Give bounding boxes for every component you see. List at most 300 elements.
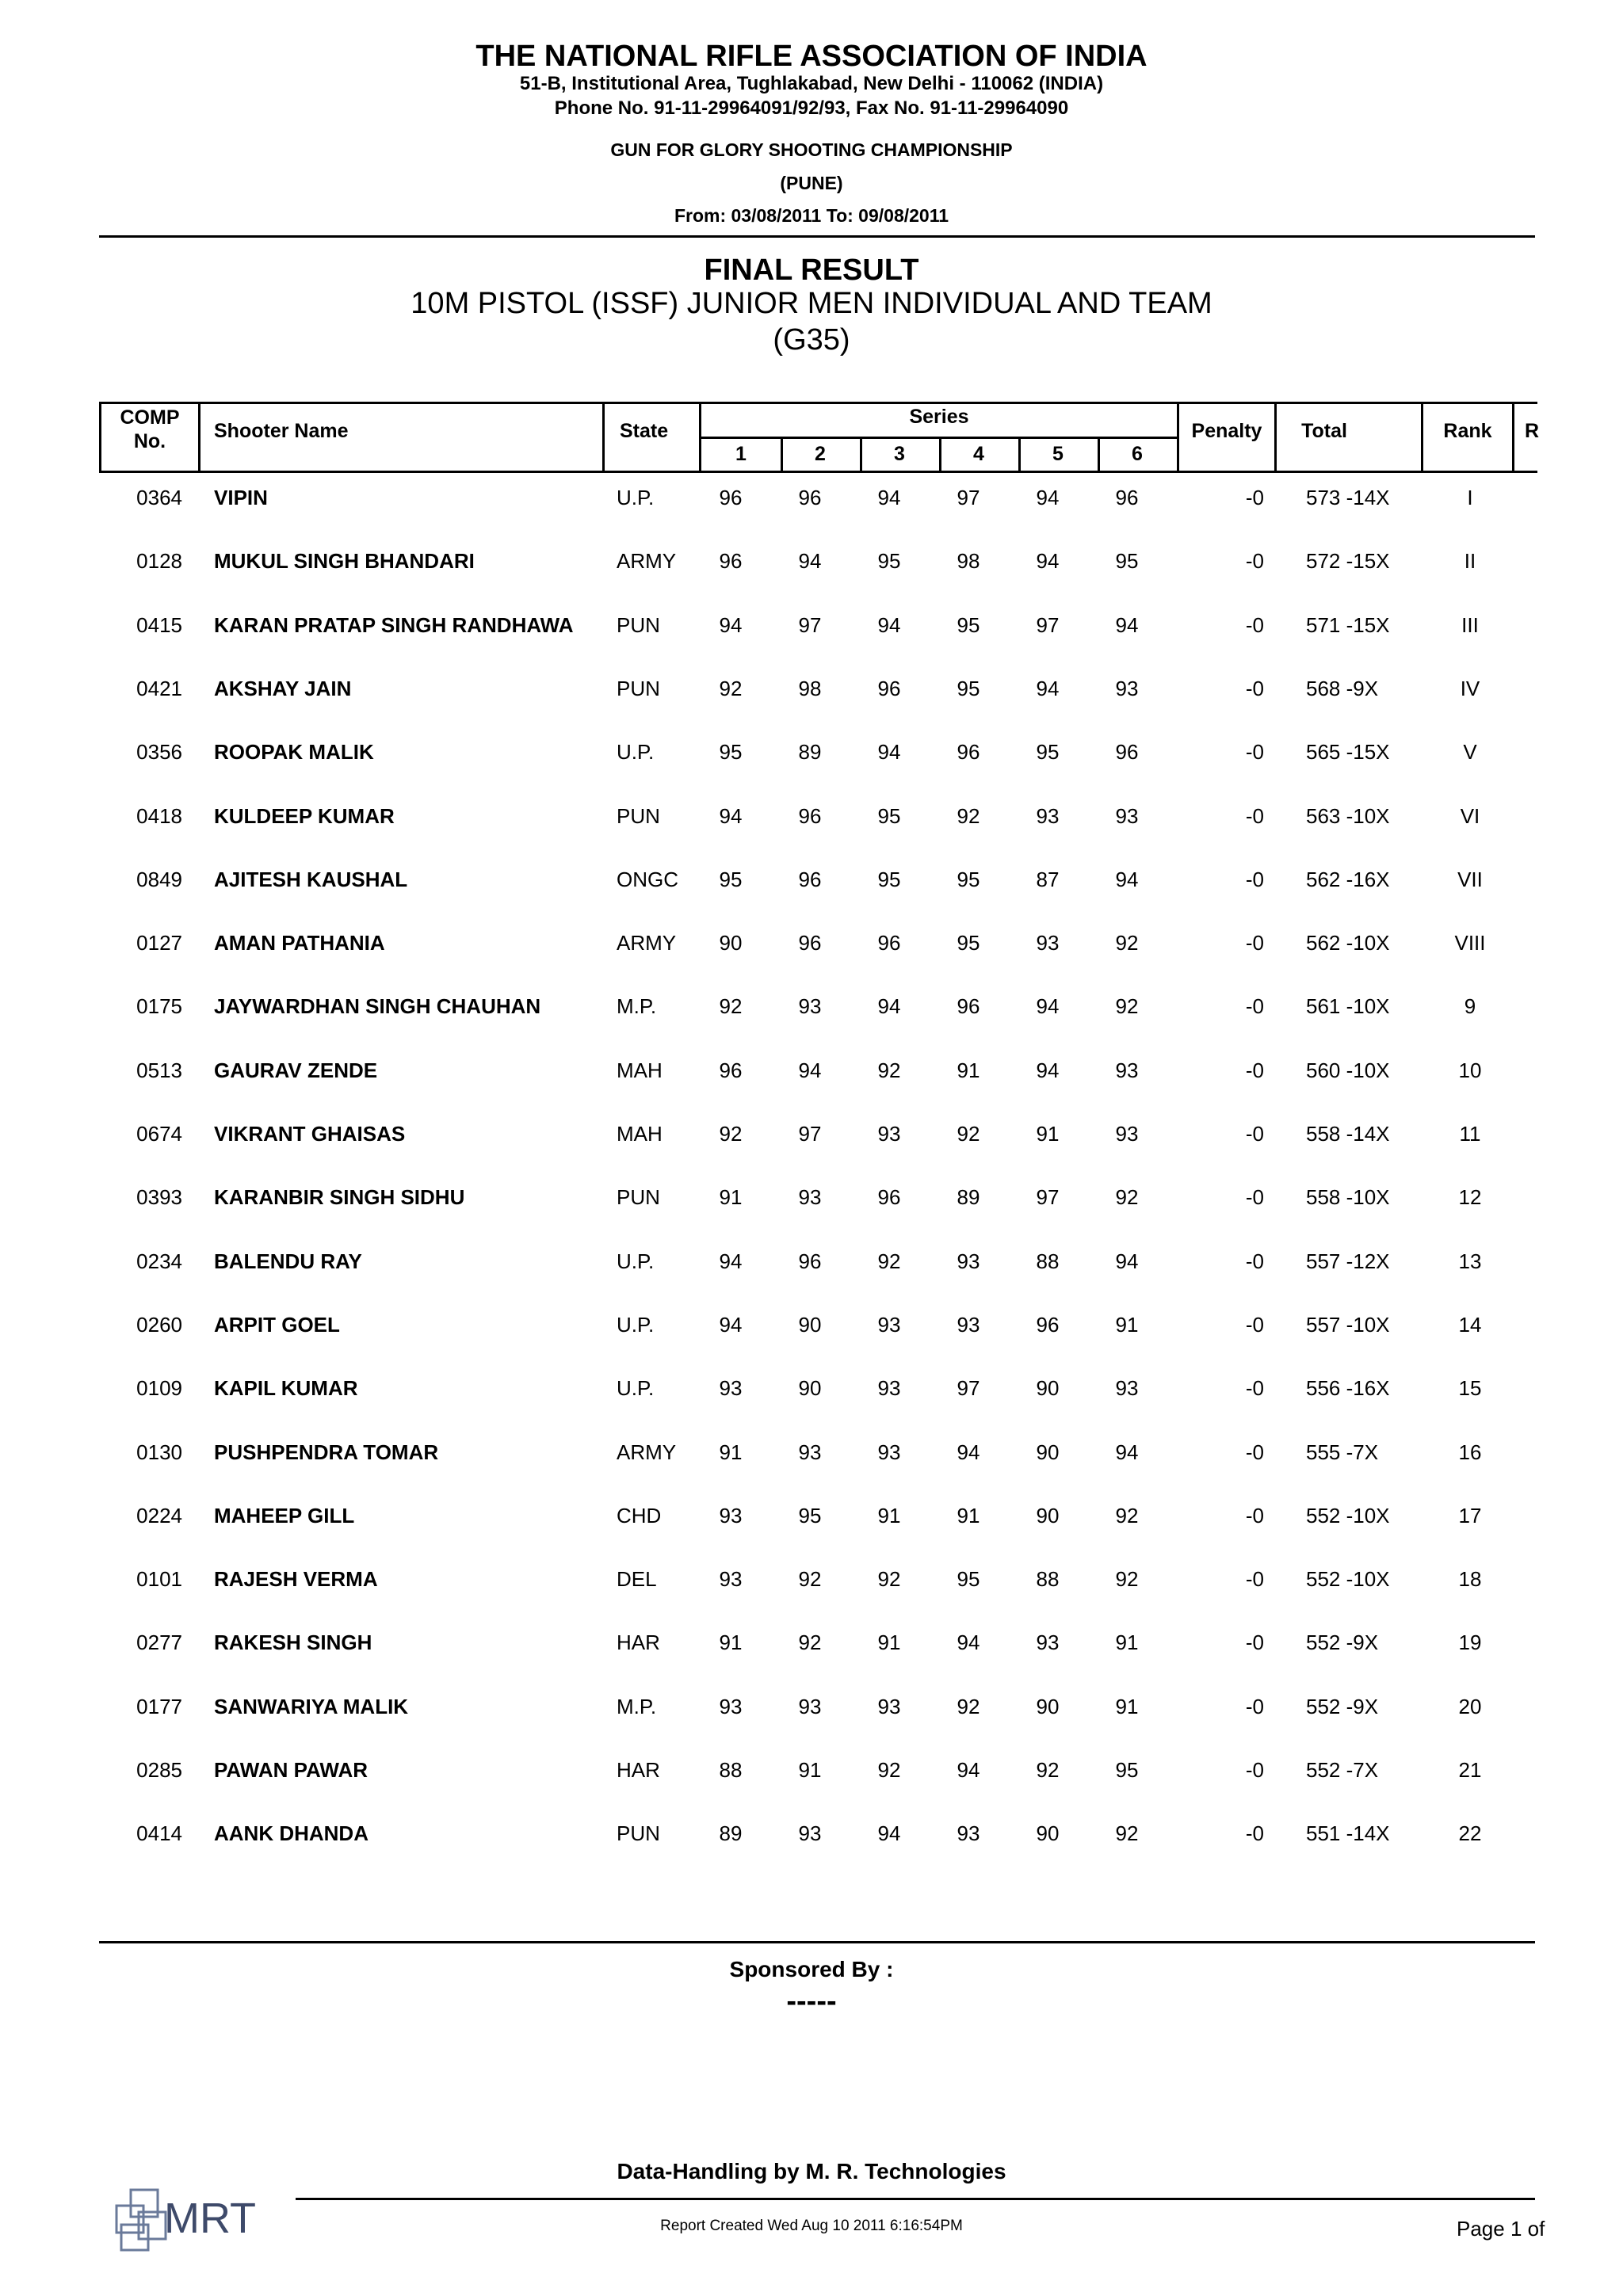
series-3-cell: 91 [877,1630,901,1655]
series-1-cell: 92 [719,1122,743,1146]
series-6-cell: 93 [1115,803,1139,828]
series-6-cell: 95 [1115,1758,1139,1782]
state-cell: MAH [617,1058,663,1082]
table-row [0,800,1623,864]
series-6-cell: 93 [1115,676,1139,700]
total-cell: 558 -10X [1306,1185,1390,1210]
table-row [0,927,1623,990]
shooter-name-cell: RAKESH SINGH [214,1630,372,1655]
series-2-cell: 93 [798,1440,822,1464]
series-4-cell: 96 [957,994,980,1019]
rank-cell: IV [1460,676,1480,700]
series-3-cell: 92 [877,1758,901,1782]
series-2-cell: 98 [798,676,822,700]
rank-cell: 18 [1458,1567,1482,1592]
total-cell: 552 -9X [1306,1694,1379,1718]
series-6-cell: 92 [1115,1503,1139,1527]
series-2-cell: 94 [798,549,822,574]
series-4-cell: 94 [957,1440,980,1464]
shooter-name-cell: RAJESH VERMA [214,1567,378,1592]
series-5-cell: 88 [1036,1249,1060,1273]
org-name: THE NATIONAL RIFLE ASSOCIATION OF INDIA [475,40,1148,73]
total-cell: 557 -12X [1306,1249,1390,1273]
series-1-cell: 96 [719,1058,743,1082]
penalty-cell: -0 [1245,803,1264,828]
rank-cell: 10 [1458,1058,1482,1082]
series-5-cell: 97 [1036,1185,1060,1210]
col-divider [602,404,605,471]
series-2-cell: 94 [798,1058,822,1082]
state-cell: PUN [617,676,660,700]
shooter-name-cell: VIPIN [214,486,268,509]
state-cell: U.P. [617,1376,655,1401]
header-comp-no [101,406,198,453]
series-3-cell: 94 [877,1821,901,1846]
comp-no-cell: 0234 [136,1249,182,1273]
series-5-cell: 97 [1036,612,1060,637]
col-divider [198,404,200,471]
series-1-cell: 91 [719,1630,743,1655]
footer-divider [99,1941,1535,1943]
series-3-cell: 93 [877,1440,901,1464]
series-1-cell: 95 [719,867,743,891]
penalty-cell: -0 [1245,1122,1264,1146]
total-cell: 563 -10X [1306,803,1390,828]
state-cell: HAR [617,1758,660,1782]
series-3-cell: 92 [877,1249,901,1273]
total-cell: 552 -9X [1306,1630,1379,1655]
series-6-cell: 94 [1115,612,1139,637]
series-2-cell: 93 [798,1694,822,1718]
series-3-cell: 91 [877,1503,901,1527]
comp-no-cell: 0127 [136,931,182,955]
series-6-cell: 94 [1115,867,1139,891]
series-3-cell: 92 [877,1058,901,1082]
state-cell: U.P. [617,1312,655,1337]
series-4-cell: 95 [957,612,980,637]
header-state: State [620,420,669,442]
series-1-cell: 95 [719,740,743,765]
total-cell: 562 -16X [1306,867,1390,891]
table-row [0,1627,1623,1690]
series-6-cell: 94 [1115,1440,1139,1464]
total-cell: 552 -7X [1306,1758,1379,1782]
header-series-1: 1 [735,443,747,465]
rank-cell: 9 [1464,994,1476,1019]
series-1-cell: 96 [719,486,743,509]
table-row [0,609,1623,673]
org-phone: Phone No. 91-11-29964091/92/93, Fax No. 91-11-29964090 [554,97,1069,119]
shooter-name-cell: BALENDU RAY [214,1249,362,1273]
state-cell: ARMY [617,549,677,574]
state-cell: M.P. [617,994,657,1019]
series-2-cell: 89 [798,740,822,765]
state-cell: ARMY [617,931,677,955]
series-4-cell: 92 [957,1122,980,1146]
table-row [0,736,1623,799]
table-row [0,1372,1623,1436]
table-row [0,1563,1623,1627]
sponsor-value: ----- [786,1985,837,2018]
state-cell: U.P. [617,740,655,765]
series-5-cell: 96 [1036,1312,1060,1337]
series-5-cell: 93 [1036,803,1060,828]
state-cell: M.P. [617,1694,657,1718]
series-1-cell: 91 [719,1185,743,1210]
series-2-cell: 96 [798,803,822,828]
penalty-cell: -0 [1245,1503,1264,1527]
table-row [0,545,1623,608]
series-3-cell: 94 [877,740,901,765]
series-6-cell: 93 [1115,1376,1139,1401]
header-series-2: 2 [815,443,826,465]
event-name: GUN FOR GLORY SHOOTING CHAMPIONSHIP [610,139,1013,160]
table-header [99,402,1540,473]
series-4-cell: 93 [957,1821,980,1846]
comp-no-cell: 0513 [136,1058,182,1082]
series-5-cell: 95 [1036,740,1060,765]
sponsored-by-label: Sponsored By : [729,1957,894,1981]
series-2-cell: 96 [798,867,822,891]
series-1-cell: 93 [719,1503,743,1527]
penalty-cell: -0 [1245,931,1264,955]
shooter-name-cell: JAYWARDHAN SINGH CHAUHAN [214,994,541,1019]
penalty-cell: -0 [1245,1376,1264,1401]
shooter-name-cell: KAPIL KUMAR [214,1376,358,1401]
series-5-cell: 90 [1036,1440,1060,1464]
shooter-name-cell: KULDEEP KUMAR [214,803,395,828]
table-row [0,864,1623,927]
comp-no-cell: 0128 [136,549,182,574]
table-row [0,482,1623,545]
series-1-cell: 93 [719,1567,743,1592]
series-3-cell: 93 [877,1122,901,1146]
comp-no-cell: 0364 [136,486,182,509]
penalty-cell: -0 [1245,1758,1264,1782]
series-6-cell: 91 [1115,1312,1139,1337]
table-row [0,1691,1623,1754]
series-1-cell: 88 [719,1758,743,1782]
series-5-cell: 90 [1036,1694,1060,1718]
series-5-cell: 92 [1036,1758,1060,1782]
rank-cell: 12 [1458,1185,1482,1210]
penalty-cell: -0 [1245,1694,1264,1718]
shooter-name-cell: MAHEEP GILL [214,1503,355,1527]
series-1-cell: 90 [719,931,743,955]
series-5-cell: 93 [1036,1630,1060,1655]
header-comp-line2: No. [133,430,166,452]
series-4-cell: 89 [957,1185,980,1210]
series-6-cell: 93 [1115,1058,1139,1082]
comp-no-cell: 0414 [136,1821,182,1846]
org-address: 51-B, Institutional Area, Tughlakabad, New Delhi - 110062 (INDIA) [519,73,1104,94]
table-row [0,673,1623,736]
total-cell: 557 -10X [1306,1312,1390,1337]
header-total: Total [1301,420,1347,442]
table-row [0,1817,1623,1881]
series-4-cell: 94 [957,1630,980,1655]
series-4-cell: 94 [957,1758,980,1782]
rank-cell: VIII [1454,931,1486,955]
series-1-cell: 96 [719,549,743,574]
state-cell: DEL [617,1567,657,1592]
rank-cell: II [1464,549,1476,574]
comp-no-cell: 0175 [136,994,182,1019]
series-4-cell: 97 [957,1376,980,1401]
comp-no-cell: 0393 [136,1185,182,1210]
total-cell: 555 -7X [1306,1440,1379,1464]
total-cell: 565 -15X [1306,740,1390,765]
table-row [0,1754,1623,1817]
table-row [0,1436,1623,1500]
series-6-cell: 92 [1115,1821,1139,1846]
series-3-cell: 94 [877,486,901,509]
series-4-cell: 95 [957,867,980,891]
series-5-cell: 90 [1036,1821,1060,1846]
series-1-cell: 89 [719,1821,743,1846]
penalty-cell: -0 [1245,676,1264,700]
series-4-cell: 93 [957,1312,980,1337]
rank-cell: VI [1460,803,1480,828]
series-3-cell: 94 [877,612,901,637]
rank-cell: III [1461,612,1479,637]
series-5-cell: 93 [1036,931,1060,955]
state-cell: PUN [617,803,660,828]
shooter-name-cell: ARPIT GOEL [214,1312,340,1337]
series-2-cell: 96 [798,931,822,955]
penalty-cell: -0 [1245,1312,1264,1337]
total-cell: 573 -14X [1306,486,1390,509]
penalty-cell: -0 [1245,740,1264,765]
state-cell: U.P. [617,486,655,509]
series-3-cell: 95 [877,549,901,574]
series-6-cell: 92 [1115,1185,1139,1210]
state-cell: ARMY [617,1440,677,1464]
series-4-cell: 95 [957,1567,980,1592]
state-cell: HAR [617,1630,660,1655]
table-row [0,990,1623,1054]
comp-no-cell: 0674 [136,1122,182,1146]
comp-no-cell: 0285 [136,1758,182,1782]
series-4-cell: 93 [957,1249,980,1273]
comp-no-cell: 0130 [136,1440,182,1464]
rank-cell: 21 [1458,1758,1482,1782]
series-2-cell: 90 [798,1312,822,1337]
table-row [0,1309,1623,1372]
state-cell: PUN [617,612,660,637]
series-4-cell: 95 [957,676,980,700]
series-3-cell: 93 [877,1376,901,1401]
header-penalty: Penalty [1191,420,1262,442]
rank-cell: 11 [1459,1122,1481,1146]
state-cell: PUN [617,1821,660,1846]
series-6-cell: 93 [1115,1122,1139,1146]
series-3-cell: 96 [877,931,901,955]
penalty-cell: -0 [1245,549,1264,574]
series-2-cell: 93 [798,1821,822,1846]
total-cell: 571 -15X [1306,612,1390,637]
series-4-cell: 98 [957,549,980,574]
header-series-5: 5 [1052,443,1064,465]
col-divider [1512,404,1514,471]
footer-rule [296,2198,1535,2200]
rank-cell: 14 [1458,1312,1482,1337]
event-dates: From: 03/08/2011 To: 09/08/2011 [674,205,949,226]
header-series: Series [909,406,969,428]
total-cell: 556 -16X [1306,1376,1390,1401]
shooter-name-cell: KARAN PRATAP SINGH RANDHAWA [214,612,574,637]
state-cell: ONGC [617,867,678,891]
series-1-cell: 94 [719,803,743,828]
shooter-name-cell: PUSHPENDRA TOMAR [214,1440,439,1464]
series-5-cell: 88 [1036,1567,1060,1592]
shooter-name-cell: ROOPAK MALIK [214,740,374,765]
shooter-name-cell: PAWAN PAWAR [214,1758,369,1782]
series-6-cell: 92 [1115,994,1139,1019]
rank-cell: 16 [1458,1440,1482,1464]
series-1-cell: 94 [719,612,743,637]
series-5-cell: 90 [1036,1503,1060,1527]
result-title: FINAL RESULT [704,254,919,287]
header-divider [99,235,1535,238]
series-1-cell: 94 [719,1312,743,1337]
series-3-cell: 96 [877,676,901,700]
rank-cell: VII [1457,867,1483,891]
total-cell: 551 -14X [1306,1821,1390,1846]
series-5-cell: 94 [1036,994,1060,1019]
penalty-cell: -0 [1245,994,1264,1019]
series-2-cell: 96 [798,486,822,509]
penalty-cell: -0 [1245,1821,1264,1846]
header-series-3: 3 [894,443,905,465]
series-2-cell: 92 [798,1630,822,1655]
series-4-cell: 92 [957,803,980,828]
series-3-cell: 94 [877,994,901,1019]
penalty-cell: -0 [1245,486,1264,509]
state-cell: CHD [617,1503,662,1527]
series-3-cell: 93 [877,1312,901,1337]
series-3-cell: 92 [877,1567,901,1592]
total-cell: 552 -10X [1306,1567,1390,1592]
report-created: Report Created Wed Aug 10 2011 6:16:54PM [660,2218,963,2234]
comp-no-cell: 0356 [136,740,182,765]
shooter-name-cell: MUKUL SINGH BHANDARI [214,549,475,574]
state-cell: PUN [617,1185,660,1210]
total-cell: 562 -10X [1306,931,1390,955]
series-4-cell: 92 [957,1694,980,1718]
series-6-cell: 92 [1115,1567,1139,1592]
series-2-cell: 93 [798,1185,822,1210]
penalty-cell: -0 [1245,612,1264,637]
series-4-cell: 97 [957,486,980,509]
data-handling-credit: Data-Handling by M. R. Technologies [617,2159,1006,2183]
series-2-cell: 92 [798,1567,822,1592]
rank-cell: V [1463,740,1477,765]
state-cell: MAH [617,1122,663,1146]
series-5-cell: 94 [1036,549,1060,574]
series-2-cell: 93 [798,994,822,1019]
series-1-cell: 92 [719,994,743,1019]
logo-text: MRT [164,2195,256,2242]
state-cell: U.P. [617,1249,655,1273]
header-shooter-name: Shooter Name [214,420,349,442]
table-row [0,1055,1623,1118]
series-6-cell: 96 [1115,486,1139,509]
total-cell: 558 -14X [1306,1122,1390,1146]
shooter-name-cell: AANK DHANDA [214,1821,369,1846]
comp-no-cell: 0418 [136,803,182,828]
series-5-cell: 87 [1036,867,1060,891]
series-5-cell: 94 [1036,676,1060,700]
series-4-cell: 91 [957,1058,980,1082]
penalty-cell: -0 [1245,867,1264,891]
shooter-name-cell: KARANBIR SINGH SIDHU [214,1185,465,1210]
series-6-cell: 95 [1115,549,1139,574]
rank-cell: 22 [1458,1821,1482,1846]
header-comp-line1: COMP [120,406,180,429]
total-cell: 568 -9X [1306,676,1379,700]
comp-no-cell: 0260 [136,1312,182,1337]
header-series-6: 6 [1132,443,1143,465]
series-6-cell: 94 [1115,1249,1139,1273]
series-5-cell: 94 [1036,1058,1060,1082]
series-2-cell: 97 [798,612,822,637]
result-code: (G35) [773,323,850,357]
table-row [0,1118,1623,1181]
rank-cell: 13 [1458,1249,1482,1273]
comp-no-cell: 0224 [136,1503,182,1527]
rank-cell: 20 [1458,1694,1482,1718]
comp-no-cell: 0177 [136,1694,182,1718]
comp-no-cell: 0421 [136,676,182,700]
header-series-4: 4 [973,443,984,465]
series-subheader [701,437,1177,471]
series-6-cell: 96 [1115,740,1139,765]
series-1-cell: 92 [719,676,743,700]
shooter-name-cell: SANWARIYA MALIK [214,1694,409,1718]
series-1-cell: 93 [719,1694,743,1718]
series-3-cell: 95 [877,867,901,891]
series-4-cell: 95 [957,931,980,955]
series-3-cell: 93 [877,1694,901,1718]
header-rank: Rank [1443,420,1492,442]
total-cell: 552 -10X [1306,1503,1390,1527]
series-2-cell: 95 [798,1503,822,1527]
penalty-cell: -0 [1245,1249,1264,1273]
series-3-cell: 95 [877,803,901,828]
series-5-cell: 90 [1036,1376,1060,1401]
series-2-cell: 91 [798,1758,822,1782]
rank-cell: 19 [1458,1630,1482,1655]
comp-no-cell: 0415 [136,612,182,637]
total-cell: 572 -15X [1306,549,1390,574]
series-3-cell: 96 [877,1185,901,1210]
total-cell: 560 -10X [1306,1058,1390,1082]
penalty-cell: -0 [1245,1440,1264,1464]
page-number: Page 1 of [1457,2217,1545,2241]
comp-no-cell: 0109 [136,1376,182,1401]
comp-no-cell: 0849 [136,867,182,891]
series-1-cell: 91 [719,1440,743,1464]
total-cell: 561 -10X [1306,994,1390,1019]
comp-no-cell: 0277 [136,1630,182,1655]
shooter-name-cell: GAURAV ZENDE [214,1058,378,1082]
penalty-cell: -0 [1245,1185,1264,1210]
series-2-cell: 97 [798,1122,822,1146]
shooter-name-cell: AMAN PATHANIA [214,931,385,955]
header-cut-column: R [1525,420,1540,442]
shooter-name-cell: AKSHAY JAIN [214,676,352,700]
